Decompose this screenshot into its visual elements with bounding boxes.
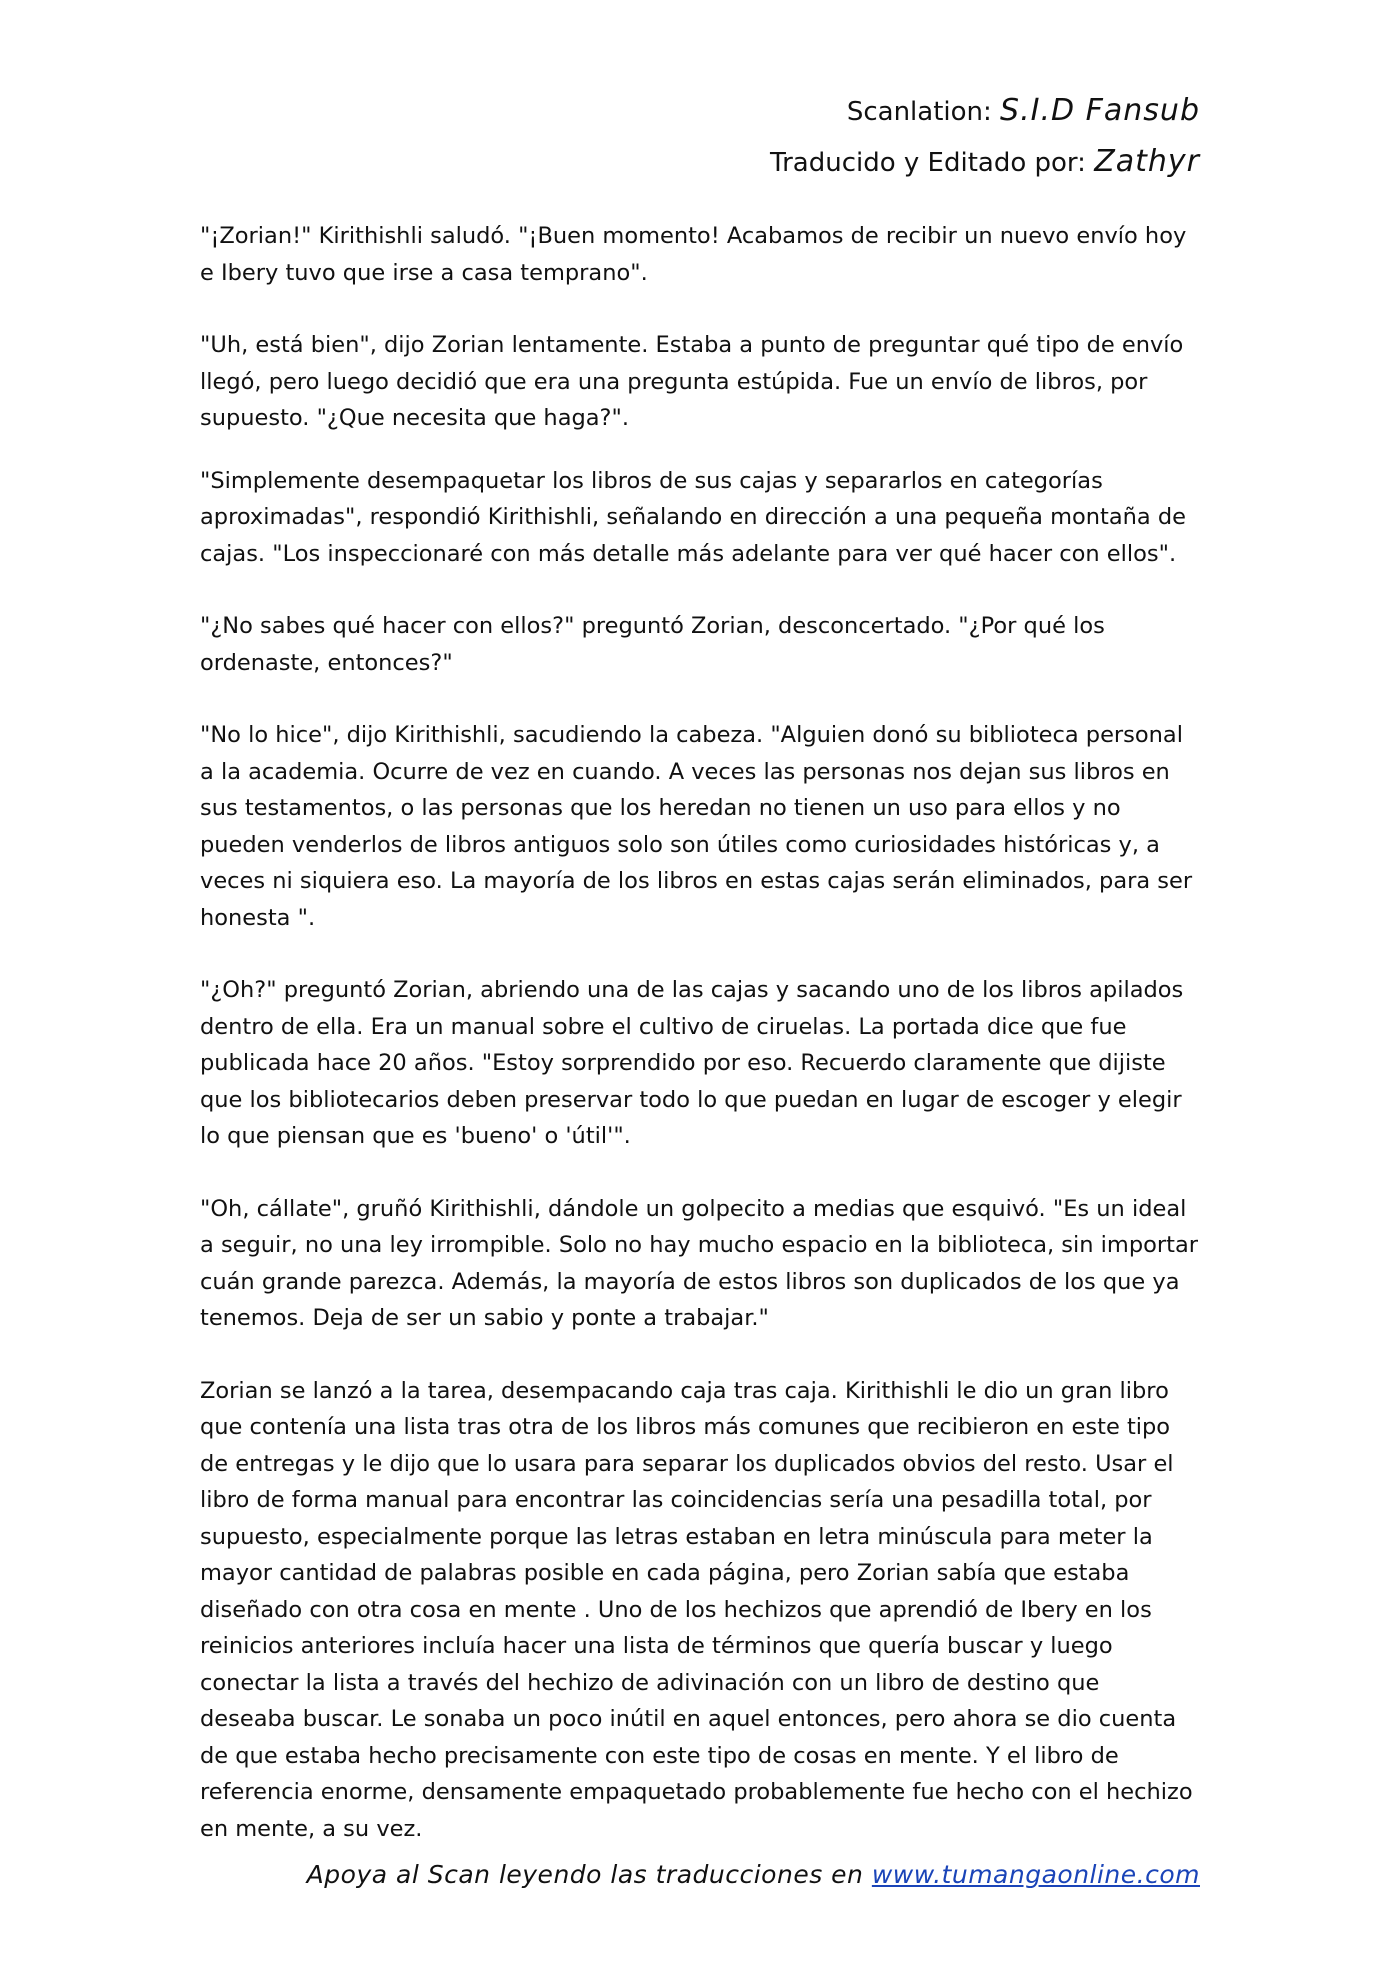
credits-header — [770, 86, 1200, 188]
paragraph: "Uh, está bien", dijo Zorian lentamente. Estaba a punto de preguntar qué tipo de envío llegó, pero luego decidió que era una pregunta estúpida. Fue un envío de libros, por supuesto. "¿Que necesita que haga?". — [200, 332, 1184, 431]
support-footer — [307, 1860, 1200, 1889]
story-text — [200, 218, 1200, 1883]
credit-line — [770, 137, 1200, 188]
paragraph: "¡Zorian!" Kirithishli saludó. "¡Buen momento! Acabamos de recibir un nuevo envío hoy e Ibery tuvo que irse a casa temprano". — [200, 223, 1187, 286]
footer-link[interactable]: www.tumangaonline.com — [871, 1860, 1200, 1889]
paragraph: "¿No sabes qué hacer con ellos?" preguntó Zorian, desconcertado. "¿Por qué los ordenaste, entonces?" — [200, 613, 1105, 676]
credit-name: Zathyr — [1094, 144, 1200, 179]
scanlation-label: Scanlation: — [846, 97, 992, 127]
scanlation-name: S.I.D Fansub — [1000, 93, 1200, 128]
footer-text: Apoya al Scan leyendo las traducciones en — [306, 1860, 872, 1889]
scanlation-line — [770, 86, 1200, 137]
paragraph: "Simplemente desempaquetar los libros de sus cajas y separarlos en categorías aproximadas", respondió Kirithishli, señalando en dirección a una pequeña montaña de cajas. "Los inspeccionaré con más detalle más adelante para ver qué hacer con ellos". — [200, 467, 1186, 567]
paragraph: "No lo hice", dijo Kirithishli, sacudiendo la cabeza. "Alguien donó su biblioteca personal a la academia. Ocurre de vez en cuando. A veces las personas nos dejan sus libros en sus testamentos, o las personas que los heredan no tienen un uso para ellos y no pueden venderlos de libros antiguos solo son útiles como curiosidades históricas y, a veces ni siquiera eso. La mayoría de los libros en estas cajas serán eliminados, para ser honesta ". — [200, 722, 1193, 931]
paragraph: Zorian se lanzó a la tarea, desempacando caja tras caja. Kirithishli le dio un gran libro que contenía una lista tras otra de los libros más comunes que recibieron en este tipo de entregas y le dijo que lo usara para separar los duplicados obvios del resto. Usar el libro de forma manual para encontrar las coincidencias sería una pesadilla total, por supuesto, especialmente porque las letras estaban en letra minúscula para meter la mayor cantidad de palabras posible en cada página, pero Zorian sabía que estaba diseñado con otra cosa en mente . Uno de los hechizos que aprendió de Ibery en los reinicios anteriores incluía hacer una lista de términos que quería buscar y luego conectar la lista a través del hechizo de adivinación con un libro de destino que deseaba buscar. Le sonaba un poco inútil en aquel entonces, pero ahora se dio cuenta de que estaba hecho precisamente con este tipo de cosas en mente. Y el libro de referencia enorme, densamente empaquetado probablemente fue hecho con el hechizo en mente, a su vez. — [200, 1377, 1193, 1842]
credit-label: Traducido y Editado por: — [770, 148, 1086, 178]
paragraph: "¿Oh?" preguntó Zorian, abriendo una de las cajas y sacando uno de los libros apilados dentro de ella. Era un manual sobre el cultivo de ciruelas. La portada dice que fue publicada hace 20 años. "Estoy sorprendido por eso. Recuerdo claramente que dijiste que los bibliotecarios deben preservar todo lo que puedan en lugar de escoger y elegir lo que piensan que es 'bueno' o 'útil'". — [200, 977, 1184, 1149]
paragraph: "Oh, cállate", gruñó Kirithishli, dándole un golpecito a medias que esquivó. "Es un ideal a seguir, no una ley irrompible. Solo no hay mucho espacio en la biblioteca, sin importar cuán grande parezca. Además, la mayoría de estos libros son duplicados de los que ya tenemos. Deja de ser un sabio y ponte a trabajar." — [200, 1195, 1198, 1331]
